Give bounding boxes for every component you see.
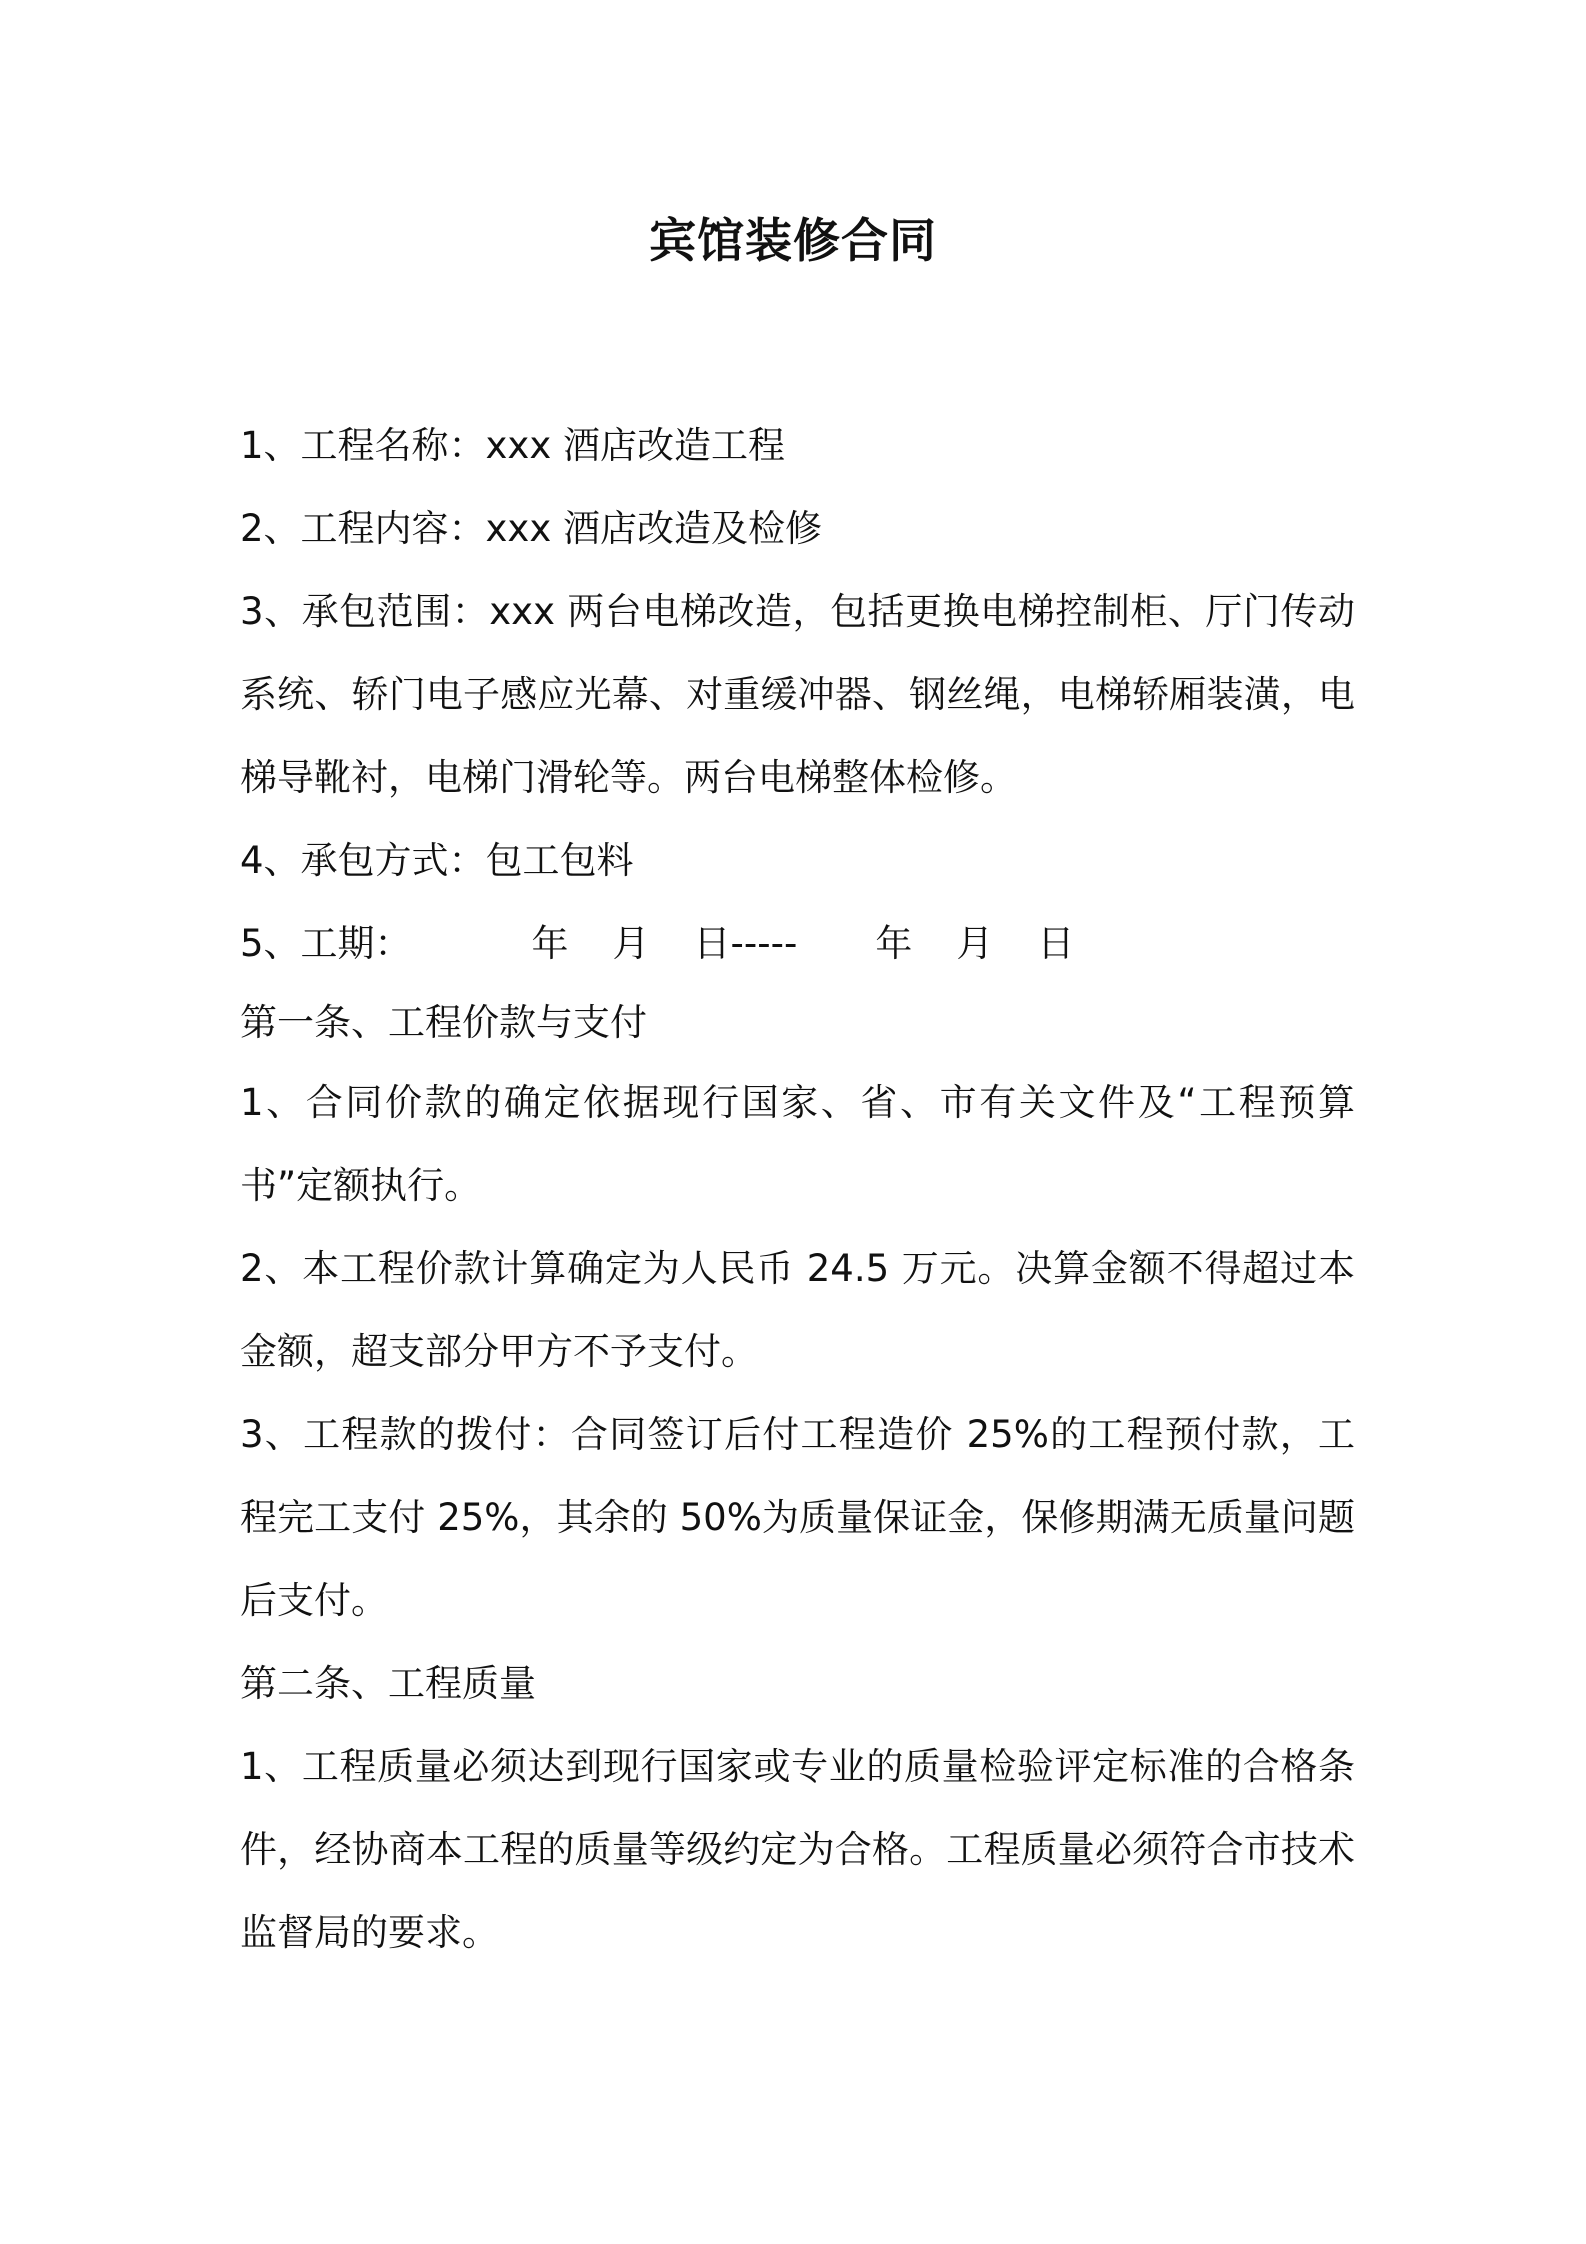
period-dash: ----- xyxy=(730,922,798,965)
period-label: 5、工期： xyxy=(240,922,412,965)
item-contract-scope: 3、承包范围：xxx 两台电梯改造，包括更换电梯控制柜、厅门传动系统、轿门电子感应光幕、对重缓冲器、钢丝绳，电梯轿厢装潢，电梯导靴衬，电梯门滑轮等。两台电梯整体检修。 xyxy=(240,590,1355,799)
article1-clause3: 3、工程款的拨付：合同签订后付工程造价 25%的工程预付款，工程完工支付 25%，其余的 50%为质量保证金，保修期满无质量问题后支付。 xyxy=(240,1413,1355,1622)
end-day: 日 xyxy=(1037,922,1075,965)
document-body xyxy=(240,404,1355,1974)
article1-clause2: 2、本工程价款计算确定为人民币 24.5 万元。决算金额不得超过本金额，超支部分甲方不予支付。 xyxy=(240,1247,1355,1373)
end-month: 月 xyxy=(956,922,994,965)
start-day: 日 xyxy=(693,922,731,965)
document-title: 宾馆装修合同 xyxy=(649,214,937,269)
article1-heading: 第一条、工程价款与支付 xyxy=(240,1001,647,1044)
item-project-content: 2、工程内容：xxx 酒店改造及检修 xyxy=(240,507,822,550)
start-year: 年 xyxy=(531,922,569,965)
start-month: 月 xyxy=(612,922,650,965)
article1-clause1: 1、合同价款的确定依据现行国家、省、市有关文件及“工程预算书”定额执行。 xyxy=(240,1081,1355,1207)
end-year: 年 xyxy=(875,922,913,965)
item-construction-period xyxy=(240,902,1355,985)
item-project-name: 1、工程名称：xxx 酒店改造工程 xyxy=(240,424,785,467)
article2-clause1: 1、工程质量必须达到现行国家或专业的质量检验评定标准的合格条件，经协商本工程的质量等级约定为合格。工程质量必须符合市技术监督局的要求。 xyxy=(240,1745,1355,1954)
item-contract-method: 4、承包方式：包工包料 xyxy=(240,839,634,882)
article2-heading: 第二条、工程质量 xyxy=(240,1662,536,1705)
